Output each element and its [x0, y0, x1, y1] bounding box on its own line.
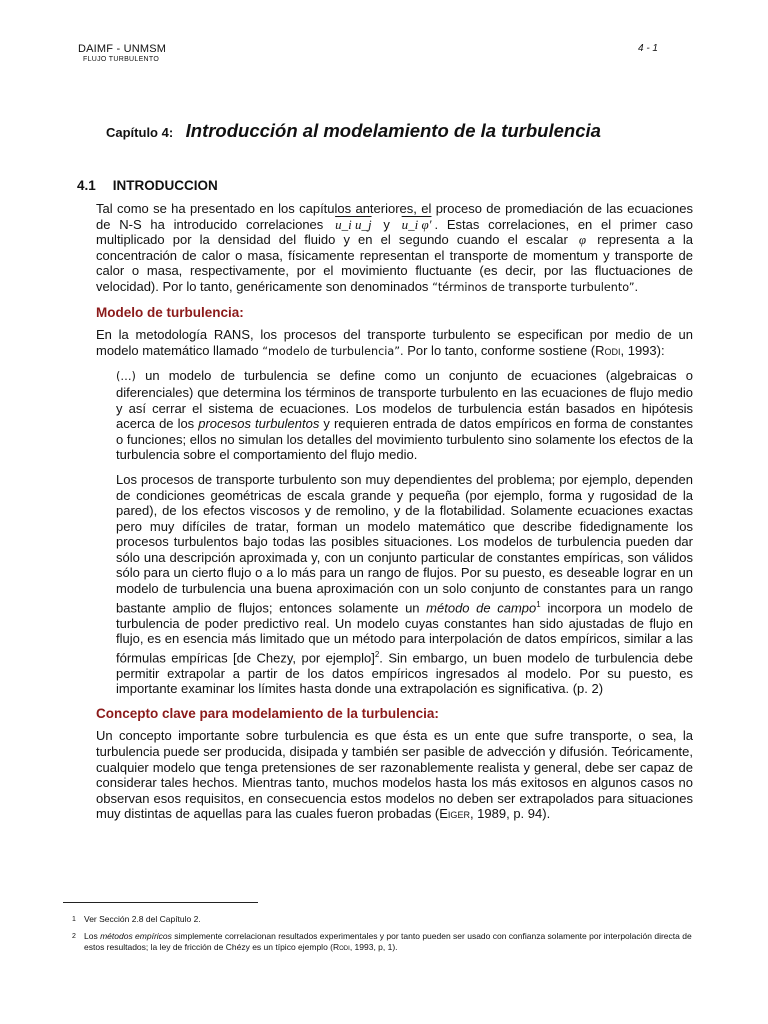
footnote-divider	[63, 902, 258, 903]
footnote-1	[72, 914, 712, 925]
quote1-text-b: y requieren entrada de datos empíricos en forma de constantes o funciones; ellos no simulan los detalles del movimiento turbulento sino solamente los efectos de la turbulencia sobre el comportamiento del flujo medio.	[116, 416, 693, 463]
header-subtitle: FLUJO TURBULENTO	[83, 56, 160, 63]
intro-text-y: y	[383, 216, 390, 232]
footnote-2-text-c: , 1993, p, 1).	[349, 942, 398, 952]
footnote-2-mark: 2	[72, 933, 76, 940]
footnote-2-text-b: simplemente correlacionan resultados experimentales y por tanto pueden ser usado con confianza solamente por interpolación directa de estos resultados; la ley de fricción de Chézy es un típico ejemplo (	[84, 931, 692, 952]
intro-paragraph	[96, 201, 693, 296]
quote-ellipsis: (…)	[116, 370, 136, 384]
footnote-2	[72, 931, 712, 953]
modelo-quoted-term: “modelo de turbulencia”.	[262, 344, 404, 358]
intro-text-b: . Estas correlaciones, en el primer caso multiplicado por la densidad del fluido y en el segundo cuando el escalar	[96, 216, 693, 248]
footnote-2-author: Rodi	[333, 942, 350, 952]
header-institution: DAIMF - UNMSM	[78, 43, 167, 55]
correlation-uiuj-text: u_i u_j	[335, 216, 372, 232]
modelo-paragraph	[96, 327, 693, 359]
correlation-uiuj	[335, 217, 371, 233]
subheading-modelo: Modelo de turbulencia:	[96, 304, 244, 320]
quote-paragraph-1	[116, 368, 693, 463]
quote-paragraph-2	[116, 472, 693, 697]
page-number: 4 - 1	[637, 43, 658, 54]
intro-quoted-term: “términos de transporte turbulento”	[432, 280, 635, 294]
footnote-2-text	[84, 931, 712, 953]
footnote-1-mark: 1	[72, 916, 76, 923]
concepto-text-b: , 1989, p. 94).	[469, 806, 551, 822]
citation-author: Rodi	[595, 342, 621, 358]
footnote-1-text: Ver Sección 2.8 del Capítulo 2.	[84, 914, 201, 924]
intro-text-end: .	[634, 278, 639, 294]
subheading-concepto: Concepto clave para modelamiento de la turbulencia:	[96, 705, 439, 721]
footnote-ref-1[interactable]: 1	[536, 599, 541, 609]
chapter-heading	[106, 120, 601, 142]
quote2-text-b: incorpora un modelo de turbulencia de poder predictivo real. Un modelo cuyas constantes han sido ajustadas de flujo en flujo, es en esencia más limitado que un método para interpolación de datos empíricos, similar a las fórmulas empíricas [de Chezy, por ejemplo]	[116, 599, 693, 666]
footnote-2-italic: métodos empíricos	[100, 931, 172, 941]
intro-text-a: Tal como se ha presentado en los capítulos anteriores, el proceso de promediación de las ecuaciones de N-S ha introducido correlaciones	[96, 201, 693, 232]
modelo-text-c: , 1993):	[620, 342, 665, 358]
quote2-italic: método de campo	[426, 599, 537, 615]
chapter-prefix: Capítulo 4:	[106, 125, 174, 140]
quote2-text-c: . Sin embargo, un buen modelo de turbulencia debe permitir extrapolar a partir de los datos empíricos ingresados al modelo. Por su puesto, es importante examinar los límites hasta donde una extrapolación es significativa. (p. 2)	[116, 650, 694, 697]
concepto-paragraph	[96, 728, 693, 822]
chapter-title: Introducción al modelamiento de la turbulencia	[185, 120, 601, 141]
section-title: INTRODUCCION	[112, 178, 218, 193]
quote1-italic: procesos turbulentos	[198, 416, 320, 432]
footnote-2-text-a: Los	[84, 931, 98, 941]
correlation-uiphi-text: u_i φ'	[401, 216, 432, 232]
quote1-text-a: un modelo de turbulencia se define como un conjunto de ecuaciones (algebraicas o diferenciales) que determina los términos de transporte turbulento en las ecuaciones de flujo medio y así cerrar el sistema de ecuaciones. Los modelos de turbulencia están basados en hipótesis acerca de los	[116, 368, 693, 432]
correlation-uiphi	[402, 217, 432, 233]
section-number: 4.1	[77, 178, 96, 193]
intro-text-c: representa a la concentración de calor o masa, físicamente representan el transporte de momentum y transporte de calor o masa, respectivamente, por el movimiento fluctuante (es decir, por las fluctuaciones de velocidad). Por lo tanto, genéricamente son denominados	[96, 232, 693, 294]
page-body	[96, 201, 693, 831]
concepto-text-a: Un concepto importante sobre turbulencia es que ésta es un ente que sufre transporte, o sea, la turbulencia puede ser producida, disipada y también ser pasible de advección y difusión. Teóricamente, cualquier modelo que tenga pretensiones de ser razonablemente realista y general, debe ser capaz de considerar tales hechos. Mientras tanto, muchos modelos hasta los más exitosos en algunos casos no observan esos requisitos, en consecuencia estos modelos no deben ser extrapolados para situaciones muy distintas de aquellas para las cuales fueron probadas (	[96, 728, 693, 822]
scalar-phi: φ	[578, 232, 587, 248]
quote2-text-a: Los procesos de transporte turbulento son muy dependientes del problema; por ejemplo, dependen de condiciones geométricas de escala grande y pequeña (por ejemplo, forma y rugosidad de la pared), de los efectos viscosos y de remolino, y de la flotabilidad. Solamente ecuaciones exactas pero muy difíciles de tratar, forman un modelo matemático que describe fidedignamente los procesos turbulentos bajo todas las posibles situaciones. Los modelos de turbulencia pueden dar sólo una descripción aproximada y, con un conjunto particular de constantes empíricas, son válidos sólo para un cierto flujo o a lo más para un rango de flujos. Por su puesto, es deseable lograr en un modelo de turbulencia una buena aproximación con un solo conjunto de constantes para un rango bastante amplio de flujos; entonces solamente un	[116, 471, 693, 615]
section-heading	[77, 178, 218, 193]
block-quote	[116, 368, 693, 697]
citation-author-eiger: Eiger	[439, 806, 470, 822]
modelo-text-b: Por lo tanto, conforme sostiene (	[407, 342, 596, 358]
footnote-ref-2[interactable]: 2	[374, 649, 380, 659]
modelo-text-a: En la metodología RANS, los procesos del transporte turbulento se especifican por medio de un modelo matemático llamado	[96, 327, 693, 358]
